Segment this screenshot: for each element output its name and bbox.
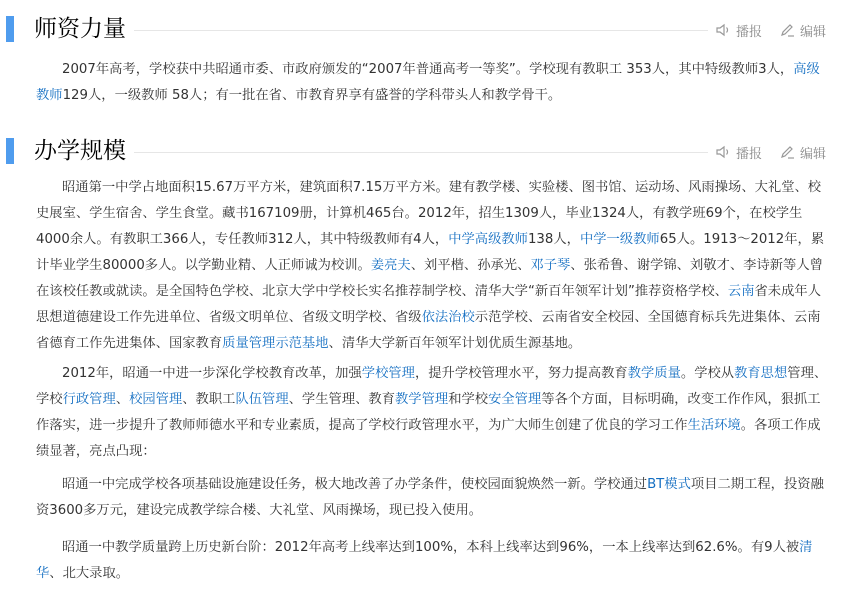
section-tools xyxy=(708,143,826,161)
section-marker xyxy=(6,16,14,42)
paragraph xyxy=(36,472,828,524)
text-run: 省未成年人思想道德建设工作先进单位、省级文明单位、省级文明学校、省级 xyxy=(36,284,821,325)
inline-link[interactable]: 教学质量 xyxy=(627,366,681,381)
inline-link[interactable]: 姜亮夫 xyxy=(370,258,411,273)
inline-link[interactable]: 安全管理 xyxy=(488,392,542,407)
text-run: 、教职工 xyxy=(182,392,236,407)
text-run: 管理、学校 xyxy=(36,366,828,407)
inline-link[interactable]: 学校管理 xyxy=(361,366,415,381)
broadcast-label: 播报 xyxy=(735,24,762,40)
broadcast-label: 播报 xyxy=(735,146,762,162)
text-run: 昭通一中完成学校各项基础设施建设任务，极大地改善了办学条件，使校园面貌焕然一新。学校通过 xyxy=(62,477,648,492)
inline-link[interactable]: 中学一级教师 xyxy=(579,232,660,247)
broadcast-button[interactable] xyxy=(716,143,762,161)
paragraph xyxy=(36,535,828,587)
text-run: 2012年，昭通一中进一步深化学校教育改革，加强 xyxy=(62,366,362,381)
paragraph xyxy=(36,361,828,465)
inline-link[interactable]: 云南 xyxy=(727,284,755,299)
text-run: 昭通第一中学占地面积15.67万平方米，建筑面积7.15万平方米。建有教学楼、实验楼、图书馆、运动场、风雨操场、大礼堂、校史展室、学生宿舍、学生食堂。藏书167109册，计算机465台。2012年，招生1309人，毕业1324人，有教学班69个，在校学生4000余人。有教职工366人，专任教师312人，其中特级教师有4人， xyxy=(36,180,822,247)
text-run: 2007年高考，学校获中共昭通市委、市政府颁发的“2007年普通高考一等奖”。学校现有教职工 353人，其中特级教师3人， xyxy=(62,62,794,77)
inline-link[interactable]: 质量管理示范基地 xyxy=(222,336,329,351)
inline-link[interactable]: 依法治校 xyxy=(421,310,475,325)
paragraph xyxy=(36,175,828,357)
text-run: 129人，一级教师 58人；有一批在省、市教育界享有盛誉的学科带头人和教学骨干。 xyxy=(62,88,562,103)
text-run: 等各个方面，目标明确，改变工作作风，狠抓工作落实，进一步提升了教师师德水平和专业素质，提高了学校行政管理水平，为广大师生创建了优良的学习工作 xyxy=(36,392,821,433)
section-title: 办学规模 xyxy=(34,135,134,167)
speaker-icon xyxy=(716,23,731,37)
text-run: 、 xyxy=(115,392,130,407)
text-run: 138人， xyxy=(527,232,580,247)
section-header-faculty xyxy=(6,13,832,47)
text-run: 、张希鲁、谢学锦、刘敬才、李诗新等人曾在该校任教或就读。是全国特色学校、北京大学中学校长实名推荐制学校、清华大学“新百年领军计划”推荐资格学校、 xyxy=(36,258,823,299)
text-run: 示范学校、云南省安全校园、全国德育标兵先进集体、云南省德育工作先进集体、国家教育 xyxy=(36,310,821,351)
text-run: 65人。1913～2012年，累计毕业学生80000多人。以学勤业精、人正师诚为校训。 xyxy=(36,232,825,273)
text-run: ，提升学校管理水平，努力提高教育 xyxy=(414,366,628,381)
inline-link[interactable]: 队伍管理 xyxy=(235,392,289,407)
text-run: 。学校从 xyxy=(680,366,735,381)
text-run: 、学生管理、教育 xyxy=(288,392,396,407)
text-run: 、北大录取。 xyxy=(49,566,130,581)
inline-link[interactable]: BT模式 xyxy=(647,477,691,492)
inline-link[interactable]: 生活环境 xyxy=(687,418,741,433)
speaker-icon xyxy=(716,145,731,159)
section-header-scale xyxy=(6,135,832,169)
inline-link[interactable]: 邓子琴 xyxy=(530,258,571,273)
inline-link[interactable]: 行政管理 xyxy=(62,392,116,407)
section-tools xyxy=(708,21,826,39)
inline-link[interactable]: 清华 xyxy=(36,540,813,581)
text-run: 项目二期工程，投资融资3600多万元，建设完成教学综合楼、大礼堂、风雨操场，现已投入使用。 xyxy=(36,477,824,518)
text-run: 。各项工作成绩显著，亮点凸现： xyxy=(36,418,821,459)
section-marker xyxy=(6,138,14,164)
inline-link[interactable]: 校园管理 xyxy=(129,392,183,407)
divider xyxy=(34,152,722,153)
divider xyxy=(34,30,722,31)
text-run: 、清华大学新百年领军计划优质生源基地。 xyxy=(328,336,582,351)
broadcast-button[interactable] xyxy=(716,21,762,39)
text-run: 和学校 xyxy=(448,392,489,407)
inline-link[interactable]: 教学管理 xyxy=(395,392,449,407)
edit-label: 编辑 xyxy=(799,24,826,40)
pencil-icon xyxy=(780,145,795,159)
text-run: 昭通一中教学质量跨上历史新台阶：2012年高考上线率达到100%，本科上线率达到96%，一本上线率达到62.6%。有9人被 xyxy=(62,540,800,555)
inline-link[interactable]: 高级教师 xyxy=(36,62,820,103)
edit-label: 编辑 xyxy=(799,146,826,162)
paragraph xyxy=(36,57,828,109)
edit-button[interactable] xyxy=(780,21,826,39)
edit-button[interactable] xyxy=(780,143,826,161)
inline-link[interactable]: 中学高级教师 xyxy=(448,232,528,247)
inline-link[interactable]: 教育思想 xyxy=(734,366,788,381)
pencil-icon xyxy=(780,23,795,37)
section-title: 师资力量 xyxy=(34,13,134,45)
text-run: 、刘平楷、孙承光、 xyxy=(410,258,531,273)
